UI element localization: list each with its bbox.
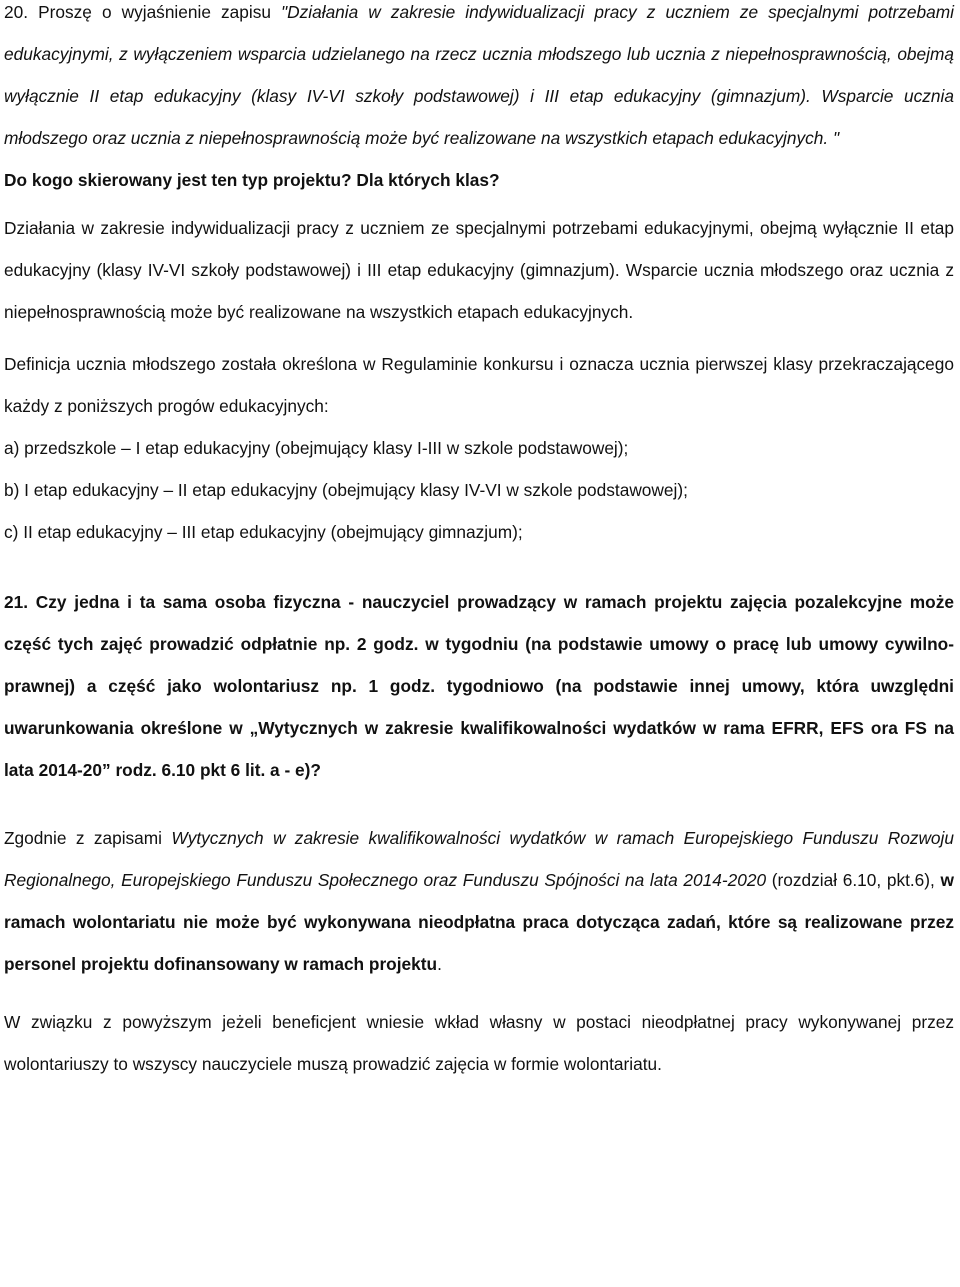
q21-number: 21. — [4, 592, 29, 612]
q21-question — [4, 581, 954, 791]
q21-answer-lead: Zgodnie z zapisami — [4, 828, 172, 848]
list-item: b) I etap edukacyjny – II etap edukacyjny (obejmujący klasy IV-VI w szkole podstawowej); — [4, 480, 688, 500]
q20-answer: Działania w zakresie indywidualizacji pracy z uczniem ze specjalnymi potrzebami edukacyjnymi, obejmą wyłącznie II etap edukacyjny (klasy IV-VI szkoły podstawowej) i III etap edukacyjny (gimnazjum). Wsparcie ucznia młodszego oraz ucznia z niepełnosprawnością może być realizowane na wszystkich etapach edukacyjnych. — [4, 218, 954, 322]
q21-answer-bold: w ramach wolontariatu nie może być wykonywana nieodpłatna praca dotycząca zadań, które są realizowane przez personel projektu dofinansowany w ramach projektu — [4, 870, 954, 974]
q20-intro — [4, 0, 954, 159]
q20-number: 20. — [4, 2, 29, 22]
q21-answer-ref: (rozdział 6.10, pkt.6), — [766, 870, 941, 890]
q20-quoted-text: "Działania w zakresie indywidualizacji pracy z uczniem ze specjalnymi potrzebami edukacyjnymi, z wyłączeniem wsparcia udzielanego na rzecz ucznia młodszego lub ucznia z niepełnosprawnością, obejmą wyłącznie II etap edukacyjny (klasy IV-VI szkoły podstawowej) i III etap edukacyjny (gimnazjum). Wsparcie ucznia młodszego oraz ucznia z niepełnosprawnością może być realizowane na wszystkich etapach edukacyjnych. " — [4, 2, 954, 148]
list-item: a) przedszkole – I etap edukacyjny (obejmujący klasy I-III w szkole podstawowej); — [4, 438, 629, 458]
q21-answer-end: . — [437, 954, 442, 974]
list-item: c) II etap edukacyjny – III etap edukacyjny (obejmujący gimnazjum); — [4, 522, 523, 542]
q21-conclusion: W związku z powyższym jeżeli beneficjent wniesie wkład własny w postaci nieodpłatnej pracy wykonywanej przez wolontariuszy to wszyscy nauczyciele muszą prowadzić zajęcia w formie wolontariatu. — [4, 1012, 954, 1074]
q20-intro-text: Proszę o wyjaśnienie zapisu — [38, 2, 282, 22]
q21-question-text: Czy jedna i ta sama osoba fizyczna - nauczyciel prowadzący w ramach projektu zajęcia pozalekcyjne może część tych zajęć prowadzić odpłatnie np. 2 godz. w tygodniu (na podstawie umowy o pracę lub umowy cywilno-prawnej) a część jako wolontariusz np. 1 godz. tygodniowo (na podstawie innej umowy, która uwzględni uwarunkowania określone w „Wytycznych w zakresie kwalifikowalności wydatków w rama EFRR, EFS ora FS na lata 2014-20” rodz. 6.10 pkt 6 lit. a - e)? — [4, 592, 954, 780]
q20-definition: Definicja ucznia młodszego została określona w Regulaminie konkursu i oznacza ucznia pierwszej klasy przekraczającego każdy z poniższych progów edukacyjnych: — [4, 354, 954, 416]
q20-question: Do kogo skierowany jest ten typ projektu? Dla których klas? — [4, 170, 500, 190]
q21-answer — [4, 817, 954, 985]
q21-guidelines-title: Wytycznych w zakresie kwalifikowalności wydatków w ramach Europejskiego Funduszu Rozwoju Regionalnego, Europejskiego Funduszu Społecznego oraz Funduszu Spójności na lata 2014-2020 — [4, 828, 954, 890]
